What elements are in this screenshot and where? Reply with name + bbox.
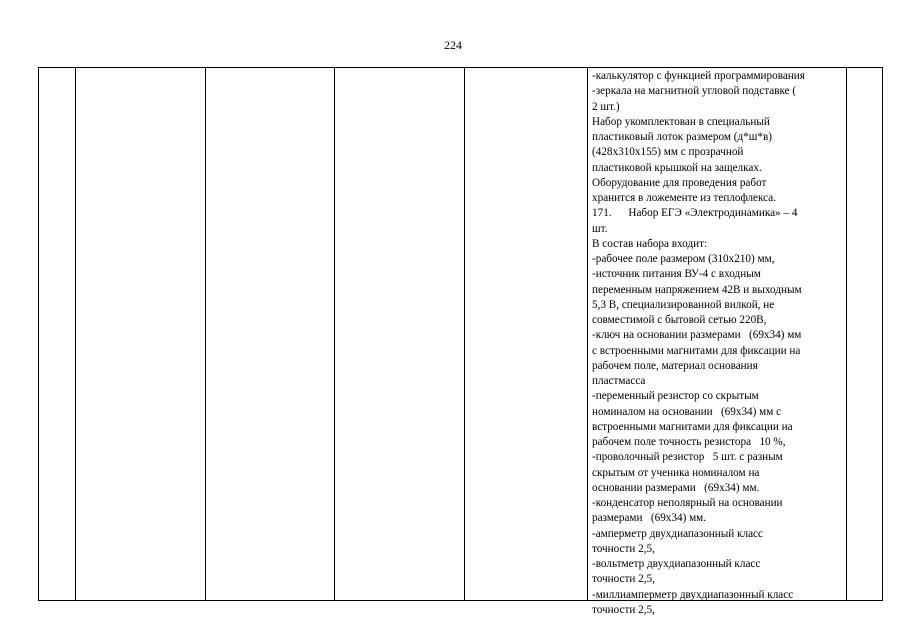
description-line: рабочем поле, материал основания xyxy=(592,359,758,372)
description-line: Оборудование для проведения работ xyxy=(592,176,767,189)
description-line: встроенными магнитами для фиксации на xyxy=(592,420,793,433)
description-line: -вольтметр двухдиапазонный класс xyxy=(592,558,761,570)
description-line: -переменный резистор со скрытым xyxy=(592,390,759,403)
description-line: (428х310х155) мм с прозрачной xyxy=(592,146,744,159)
description-line: -проволочный резистор 5 шт. с разным xyxy=(592,451,783,464)
description-line: 5,3 В, специализированной вилкой, не xyxy=(592,298,775,311)
description-line: точности 2,5, xyxy=(592,542,655,555)
description-line: В состав набора входит: xyxy=(592,237,708,250)
description-line: переменным напряжением 42В и выходным xyxy=(592,283,802,296)
description-line: -ключ на основании размерами (69х34) мм xyxy=(592,329,802,342)
description-line: шт. xyxy=(592,222,608,235)
description-line: -амперметр двухдиапазонный класс xyxy=(592,527,763,540)
description-line: номиналом на основании (69х34) мм с xyxy=(592,405,782,418)
description-line: 171. Набор ЕГЭ «Электродинамика» – 4 xyxy=(592,207,798,220)
column-divider-6 xyxy=(846,68,847,600)
description-line: основании размерами (69х34) мм. xyxy=(592,481,760,494)
equipment-table xyxy=(38,67,883,616)
description-line: пластмасса xyxy=(592,375,646,387)
description-line: Набор укомплектован в специальный xyxy=(592,115,770,128)
description-line: -миллиамперметр двухдиапазонный класс xyxy=(592,588,794,601)
column-divider-1 xyxy=(75,68,76,600)
description-line: пластиковой крышкой на защелках. xyxy=(592,161,762,174)
column-divider-2 xyxy=(205,68,206,600)
description-line: пластиковый лоток размером (д*ш*в) xyxy=(592,131,772,143)
description-line: -рабочее поле размером (310х210) мм, xyxy=(592,253,775,265)
description-line: -источник питания ВУ-4 с входным xyxy=(592,268,761,281)
description-line: размерами (69х34) мм. xyxy=(592,512,707,525)
column-divider-3 xyxy=(334,68,335,600)
description-line: -калькулятор с функцией программирования xyxy=(592,70,805,82)
equipment-description-cell xyxy=(592,69,846,618)
description-line: скрытым от ученика номиналом на xyxy=(592,466,760,479)
page-number: 224 xyxy=(444,38,462,52)
column-divider-4 xyxy=(464,68,465,600)
description-line: -конденсатор неполярный на основании xyxy=(592,497,783,509)
description-line: хранится в ложементе из теплофлекса. xyxy=(592,192,777,204)
description-line: точности 2,5, xyxy=(592,573,655,586)
description-line: 2 шт.) xyxy=(592,100,620,113)
description-line: с встроенными магнитами для фиксации на xyxy=(592,344,801,357)
description-line: точности 2,5, xyxy=(592,603,655,616)
description-line: совместимой с бытовой сетью 220В, xyxy=(592,314,767,326)
column-divider-5 xyxy=(587,68,588,600)
description-line: рабочем поле точность резистора 10 %, xyxy=(592,436,786,448)
description-line: -зеркала на магнитной угловой подставке ( xyxy=(592,85,797,98)
